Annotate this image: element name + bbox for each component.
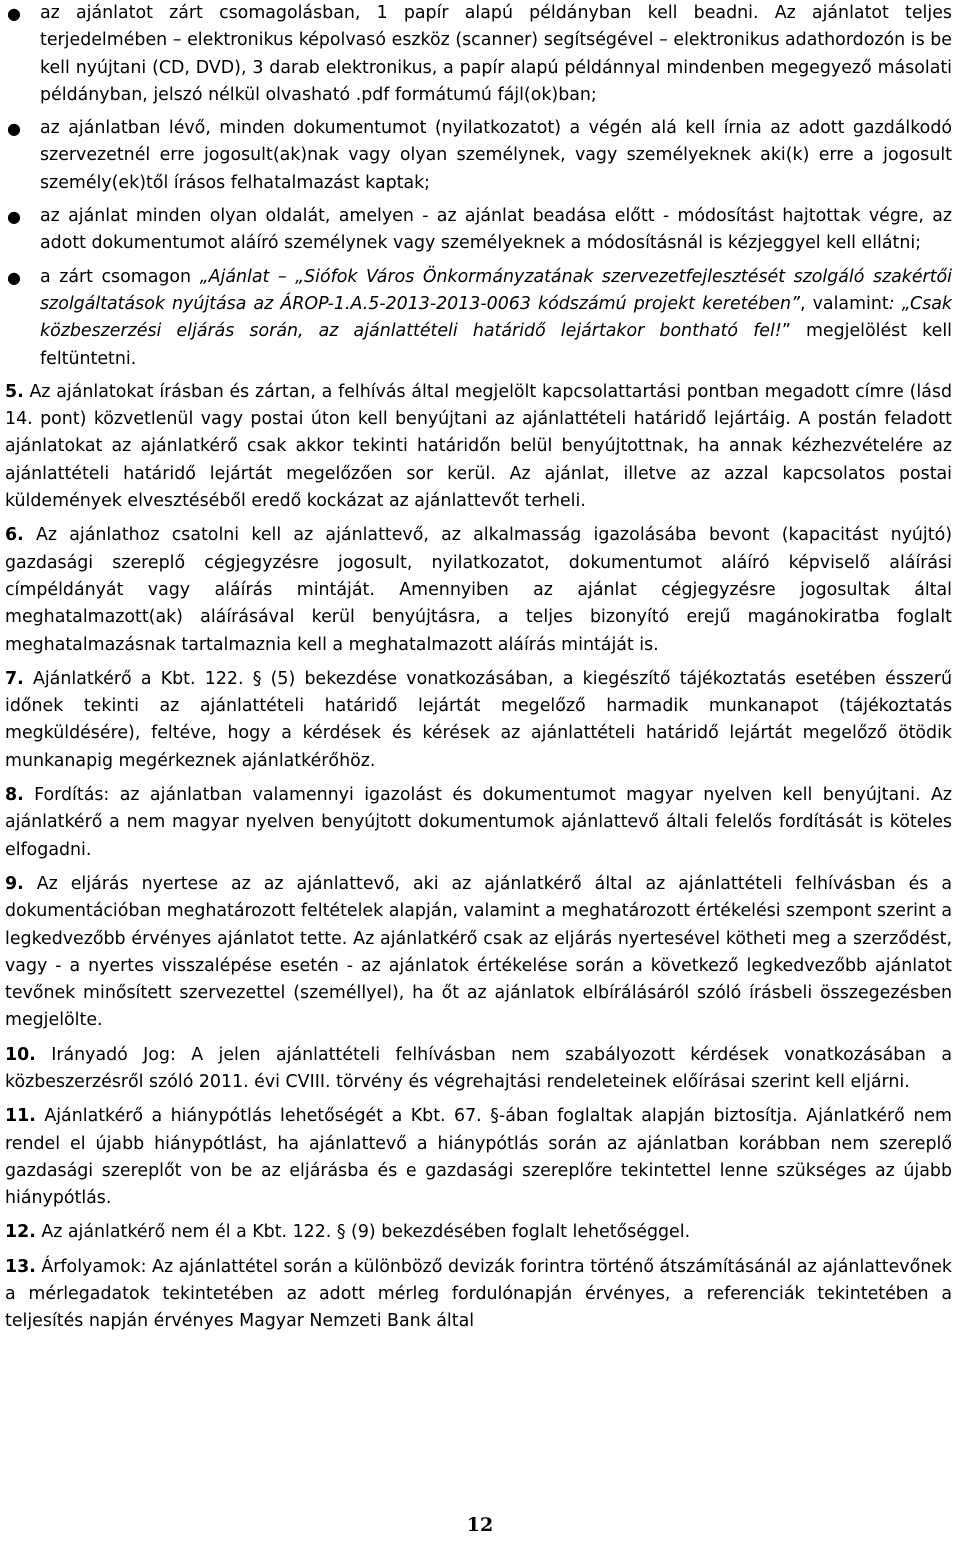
bullet-text-part: a zárt csomagon bbox=[40, 266, 200, 287]
section-text: Fordítás: az ajánlatban valamennyi igazolást és dokumentumot magyar nyelven kell benyújtani. Az ajánlatkérő a nem magyar nyelven benyújtott dokumentumok ajánlattevő általi felelős fordítását is köteles elfogadni. bbox=[5, 785, 952, 860]
section-text: Ajánlatkérő a hiánypótlás lehetőségét a Kbt. 67. §-ában foglaltak alapján biztosítja. Ajánlatkérő nem rendel el újabb hiánypótlást, ha ajánlattevő a hiánypótlás során az ajánlatban korábban nem szereplő gazdasági szereplőt von be az eljárásba és e gazdasági szereplőre tekintettel lenne szükséges az újabb hiánypótlás. bbox=[5, 1106, 952, 1209]
section-6 bbox=[5, 522, 952, 658]
bullet-item bbox=[5, 0, 952, 109]
section-text: Árfolyamok: Az ajánlattétel során a különböző devizák forintra történő átszámításánál az ajánlattevőnek a mérlegadatok tekintetében az adott mérleg fordulónapján érvényes, a referenciák tekintetében a teljesítés napján érvényes Magyar Nemzeti Bank által bbox=[5, 1256, 952, 1332]
bullet-list bbox=[5, 0, 952, 373]
section-number: 8. bbox=[5, 785, 24, 806]
bullet-dot-icon: ● bbox=[7, 207, 21, 227]
section-text: Irányadó Jog: A jelen ajánlattételi felhívásban nem szabályozott kérdések vonatkozásában a közbeszerzésről szóló 2011. évi CVIII. törvény és végrehajtási rendeleteinek előírásai szerint kell eljárni. bbox=[5, 1044, 952, 1092]
section-text: Az ajánlatkérő nem él a Kbt. 122. § (9) bekezdésében foglalt lehetőséggel. bbox=[35, 1222, 691, 1243]
section-8 bbox=[5, 782, 952, 864]
bullet-dot-icon: ● bbox=[7, 267, 21, 287]
bullet-item bbox=[5, 115, 952, 197]
page-number: 12 bbox=[466, 1514, 494, 1536]
section-5 bbox=[5, 379, 952, 515]
section-text: Ajánlatkérő a Kbt. 122. § (5) bekezdése vonatkozásában, a kiegészítő tájékoztatás esetében ésszerű időnek tekinti az ajánlattételi határidő lejártát megelőző harmadik munkanapot (tájékoztatás megküldésére), feltéve, hogy a kérdések és kérések az ajánlattételi határidő lejártát megelőző ötödik munkanapig megérkeznek ajánlatkérőhöz. bbox=[5, 668, 952, 771]
bullet-text-part: ” megjelölést kell feltüntetni. bbox=[40, 321, 952, 369]
section-number: 11. bbox=[5, 1106, 36, 1127]
section-10 bbox=[5, 1042, 952, 1097]
bullet-item bbox=[5, 264, 952, 373]
section-number: 7. bbox=[5, 668, 24, 689]
section-number: 12. bbox=[5, 1222, 36, 1243]
bullet-text: az ajánlatot zárt csomagolásban, 1 papír alapú példányban kell beadni. Az ajánlatot teljes terjedelmében – elektronikus képolvasó eszköz (scanner) segítségével – elektronikus adathordozón is be kell nyújtani (CD, DVD), 3 darab elektronikus, a papír alapú példánnyal mindenben megegyező másolati példányban, jelszó nélkül olvasható .pdf formátumú fájl(ok)ban; bbox=[40, 3, 952, 105]
bullet-item bbox=[5, 203, 952, 258]
bullet-dot-icon: ● bbox=[7, 119, 21, 139]
bullet-text bbox=[40, 267, 952, 369]
package-label-text: „Ajánlat – „Siófok Város Önkormányzatának szervezetfejlesztését szolgáló szakértői szolgáltatások nyújtása az ÁROP-1.A.5-2013-2013-0063 kódszámú projekt keretében” bbox=[40, 266, 952, 314]
section-number: 9. bbox=[5, 873, 24, 894]
section-number: 5. bbox=[5, 381, 24, 402]
section-text: Az eljárás nyertese az az ajánlattevő, aki az ajánlatkérő által az ajánlattételi felhívásban és a dokumentációban meghatározott feltételek alapján, valamint a meghatározott értékelési szempont szerint a legkedvezőbb érvényes ajánlatot tette. Az ajánlatkérő csak az eljárás nyertesével kötheti meg a szerződést, vagy - a nyertes visszalépése esetén - az ajánlatok értékelése során a következő legkedvezőbb ajánlatot tevőnek minősített szervezettel (személlyel), ha őt az ajánlatok elbírálásáról szóló írásbeli összegezésben megjelölte. bbox=[5, 873, 952, 1031]
section-text: Az ajánlatokat írásban és zártan, a felhívás által megjelölt kapcsolattartási pontban megadott címre (lásd 14. pont) közvetlenül vagy postai úton kell benyújtani az ajánlattételi határidő lejártáig. A postán feladott ajánlatokat az ajánlatkérő csak akkor tekinti határidőn belül benyújtottnak, ha annak kézhezvételére az ajánlattételi határidő lejártát megelőzően sor kerül. Az ajánlat, illetve az azzal kapcsolatos postai küldemények elvesztéséből eredő kockázat az ajánlattevőt terheli. bbox=[5, 381, 952, 512]
opening-notice-text: : „Csak közbeszerzési eljárás során, az ajánlattételi határidő lejártakor bontható fel! bbox=[40, 293, 952, 342]
section-13 bbox=[5, 1254, 952, 1336]
bullet-text: az ajánlatban lévő, minden dokumentumot (nyilatkozatot) a végén alá kell írnia az adott gazdálkodó szervezetnél erre jogosult(ak)nak vagy olyan személynek, vagy személyeknek aki(k) erre a jogosult személy(ek)től írásos felhatalmazást kaptak; bbox=[40, 118, 952, 193]
section-11 bbox=[5, 1103, 952, 1212]
section-12 bbox=[5, 1219, 952, 1246]
bullet-text: az ajánlat minden olyan oldalát, amelyen - az ajánlat beadása előtt - módosítást hajtottak végre, az adott dokumentumot aláíró személynek vagy személyeknek a módosításnál is kézjeggyel kell ellátni; bbox=[40, 206, 952, 254]
document-page bbox=[5, 0, 952, 1343]
section-7 bbox=[5, 666, 952, 775]
bullet-text-part: , valamint bbox=[799, 293, 889, 314]
section-number: 10. bbox=[5, 1044, 36, 1065]
section-number: 13. bbox=[5, 1256, 36, 1277]
section-number: 6. bbox=[5, 525, 24, 546]
section-text: Az ajánlathoz csatolni kell az ajánlattevő, az alkalmasság igazolásába bevont (kapacitást nyújtó) gazdasági szereplő cégjegyzésre jogosult, nyilatkozatot, dokumentumot aláíró képviselő aláírási címpéldányát vagy aláírás mintáját. Amennyiben az ajánlat cégjegyzésre jogosultak által meghatalmazott(ak) aláírásával kerül benyújtásra, a teljes bizonyító erejű magánokiratba foglalt meghatalmazásnak tartalmaznia kell a meghatalmazott aláírás mintáját is. bbox=[5, 525, 952, 655]
bullet-dot-icon: ● bbox=[7, 4, 21, 23]
section-9 bbox=[5, 871, 952, 1035]
